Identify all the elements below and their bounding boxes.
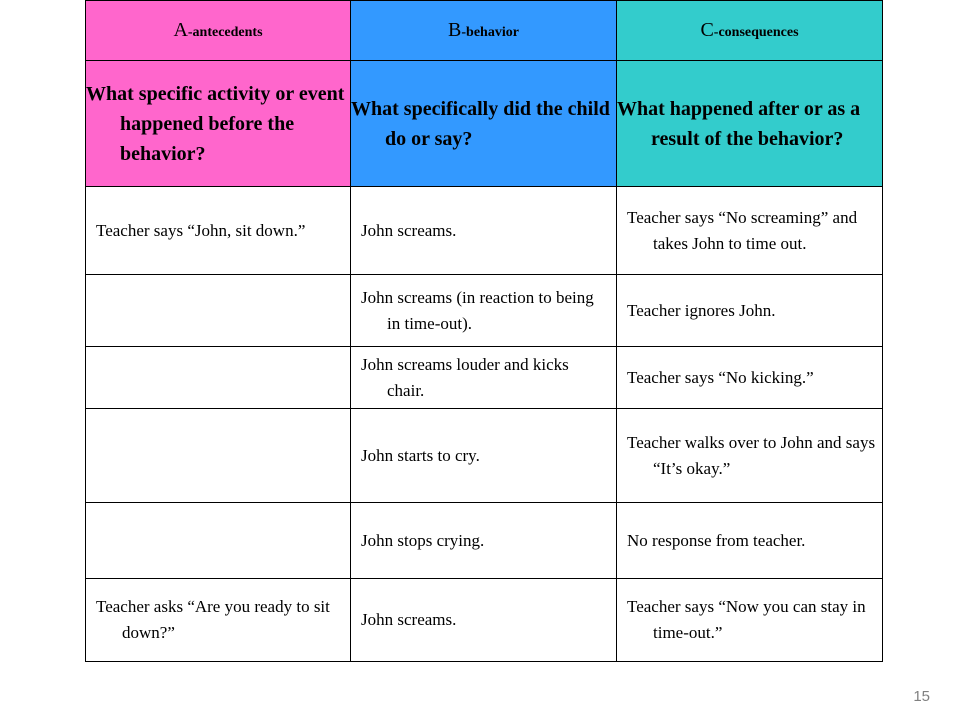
antecedent-cell bbox=[86, 409, 351, 503]
consequence-cell: No response from teacher. bbox=[617, 503, 883, 579]
header-c-letter: C bbox=[700, 19, 714, 41]
header-row bbox=[86, 1, 883, 61]
consequence-cell: Teacher walks over to John and says “It’s okay.” bbox=[617, 409, 883, 503]
header-behavior bbox=[351, 1, 617, 61]
question-consequences: What happened after or as a result of the behavior? bbox=[617, 61, 883, 187]
antecedent-cell: Teacher says “John, sit down.” bbox=[86, 187, 351, 275]
table-row bbox=[86, 579, 883, 662]
antecedent-cell bbox=[86, 503, 351, 579]
header-consequences bbox=[617, 1, 883, 61]
table-row bbox=[86, 409, 883, 503]
header-c-word: -consequences bbox=[713, 25, 799, 40]
antecedent-cell bbox=[86, 347, 351, 409]
question-behavior: What specifically did the child do or say? bbox=[351, 61, 617, 187]
behavior-cell: John screams louder and kicks chair. bbox=[351, 347, 617, 409]
question-row bbox=[86, 61, 883, 187]
header-a-letter: A bbox=[173, 19, 188, 41]
header-antecedents bbox=[86, 1, 351, 61]
behavior-cell: John screams. bbox=[351, 579, 617, 662]
behavior-cell: John stops crying. bbox=[351, 503, 617, 579]
abc-chart-table bbox=[85, 0, 883, 662]
consequence-cell: Teacher ignores John. bbox=[617, 275, 883, 347]
question-antecedents: What specific activity or event happened before the behavior? bbox=[86, 61, 351, 187]
table-row bbox=[86, 503, 883, 579]
behavior-cell: John screams (in reaction to being in time-out). bbox=[351, 275, 617, 347]
header-b-word: -behavior bbox=[461, 25, 519, 40]
antecedent-cell: Teacher asks “Are you ready to sit down?” bbox=[86, 579, 351, 662]
table-row bbox=[86, 275, 883, 347]
page-number: 15 bbox=[913, 688, 930, 705]
table-row bbox=[86, 187, 883, 275]
header-a-word: -antecedents bbox=[187, 25, 263, 40]
consequence-cell: Teacher says “Now you can stay in time-out.” bbox=[617, 579, 883, 662]
table-row bbox=[86, 347, 883, 409]
behavior-cell: John starts to cry. bbox=[351, 409, 617, 503]
behavior-cell: John screams. bbox=[351, 187, 617, 275]
antecedent-cell bbox=[86, 275, 351, 347]
header-b-letter: B bbox=[448, 19, 462, 41]
consequence-cell: Teacher says “No screaming” and takes John to time out. bbox=[617, 187, 883, 275]
consequence-cell: Teacher says “No kicking.” bbox=[617, 347, 883, 409]
